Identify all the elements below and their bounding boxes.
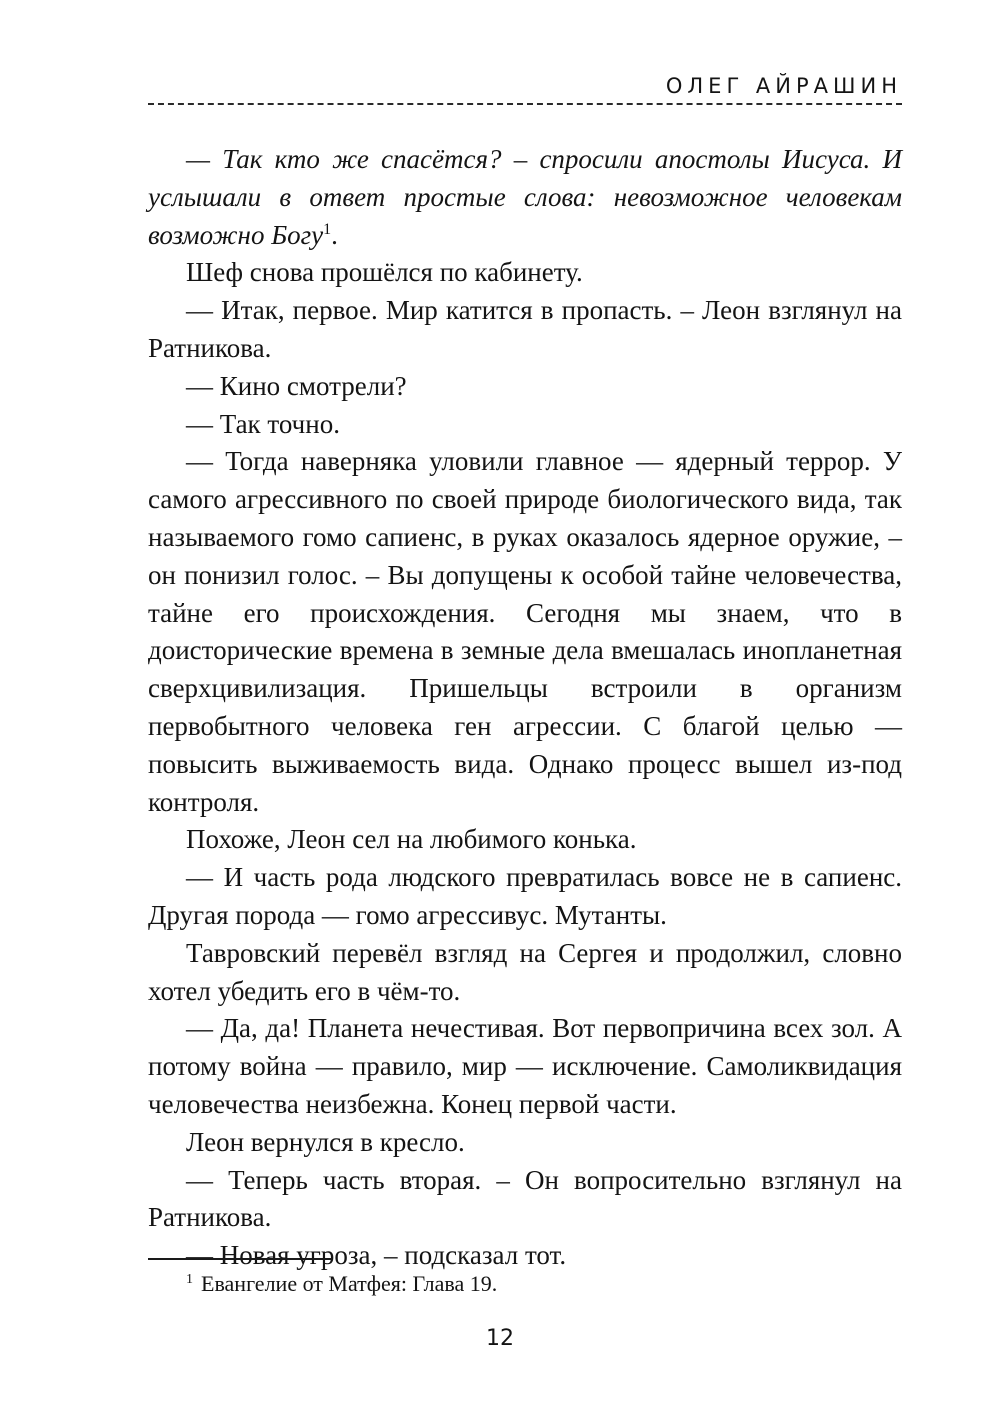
paragraph-9: Тавровский перевёл взгляд на Сергея и продолжил, словно хотел убедить его в чём-то. bbox=[148, 937, 902, 1006]
paragraph-13: — Новая угроза, – подсказал тот. bbox=[186, 1240, 567, 1271]
header-dashed-rule bbox=[148, 103, 902, 105]
paragraph-7: Похоже, Леон сел на любимого конька. bbox=[186, 824, 637, 855]
footnote bbox=[186, 1269, 497, 1299]
footnote-text: Евангелие от Матфея: Глава 19. bbox=[201, 1271, 498, 1296]
main-text bbox=[148, 141, 902, 1275]
running-head-author: ОЛЕГ АЙРАШИН bbox=[665, 74, 902, 98]
footnote-rule bbox=[148, 1258, 332, 1260]
paragraph-1-end: . bbox=[331, 219, 338, 250]
paragraph-8: — И часть рода людского превратилась вовсе не в сапиенс. Другая порода — гомо агрессивус. Мутанты. bbox=[148, 862, 902, 930]
paragraph-5: — Так точно. bbox=[186, 408, 340, 439]
page-number: 12 bbox=[486, 1326, 514, 1351]
paragraph-11: Леон вернулся в кресло. bbox=[186, 1126, 465, 1157]
footnote-number: 1 bbox=[186, 1271, 193, 1287]
paragraph-4: — Кино смотрели? bbox=[186, 370, 407, 401]
paragraph-2: Шеф снова прошёлся по кабинету. bbox=[186, 257, 583, 288]
paragraph-1-text: — Так кто же спасётся? – спросили апостолы Иисуса. И услышали в ответ простые слова: невозможное человекам возможно Богу bbox=[148, 144, 902, 250]
paragraph-12: — Теперь часть вторая. – Он вопросительно взглянул на Ратникова. bbox=[148, 1164, 902, 1233]
paragraph-3: — Итак, первое. Мир катится в пропасть. – Леон взглянул на Ратникова. bbox=[148, 295, 902, 363]
paragraph-6: — Тогда наверняка уловили главное — ядерный террор. У самого агрессивного по своей природе биологического вида, так называемого гомо сапиенс, в руках оказалось ядерное оружие, – он понизил голос. – Вы допущены к особой тайне человечества, тайне его происхождения. Сегодня мы знаем, что в доисторические времена в земные дела вмешалась инопланетная сверхцивилизация. Пришельцы встроили в организм первобытного человека ген агрессии. С благой целью — повысить выживаемость вида. Однако процесс вышел из-под контроля. bbox=[148, 446, 902, 817]
paragraph-1 bbox=[148, 141, 902, 254]
footnote-reference: 1 bbox=[323, 220, 332, 238]
paragraph-10: — Да, да! Планета нечестивая. Вот первопричина всех зол. А потому война — правило, мир — исключение. Самоликвидация человечества неизбежна. Конец первой части. bbox=[148, 1013, 902, 1119]
